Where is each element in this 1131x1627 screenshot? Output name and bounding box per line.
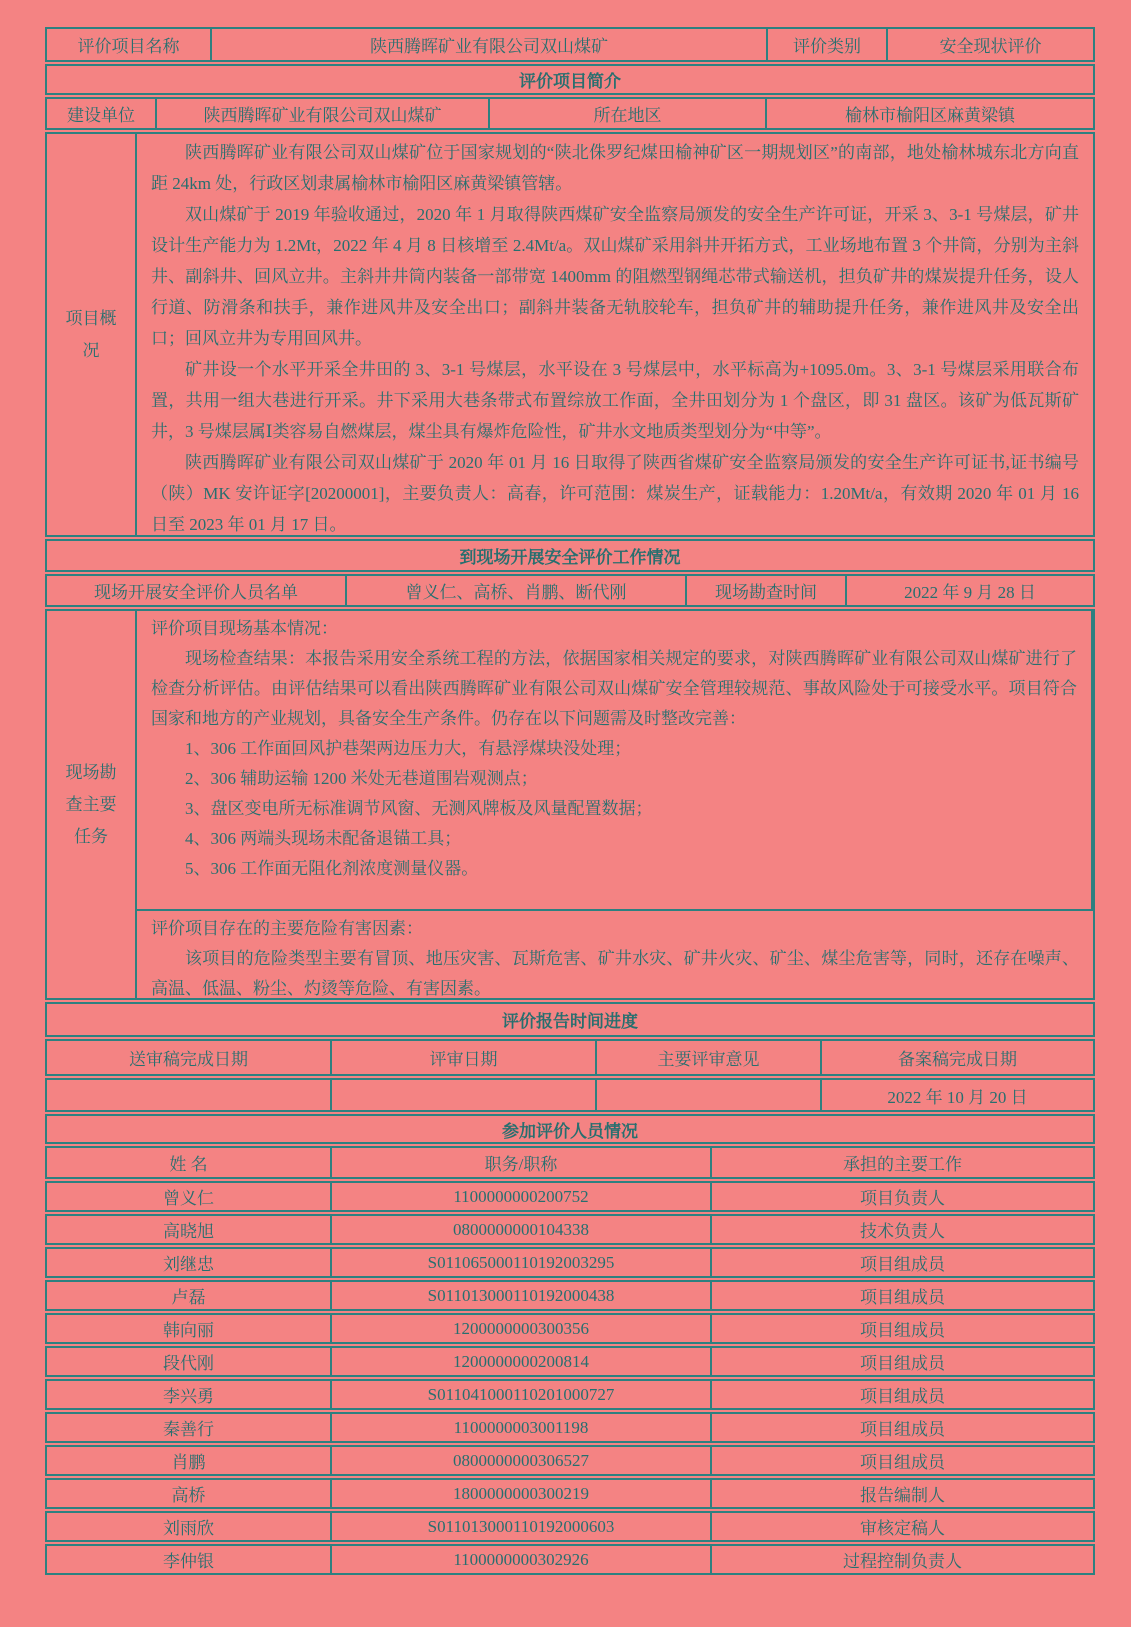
participant-name: 高桥 <box>47 1480 332 1507</box>
header-row <box>45 27 1095 62</box>
participant-name: 肖鹏 <box>47 1447 332 1474</box>
issue-item: 1、306 工作面回风护巷架两边压力大，有悬浮煤块没处理； <box>185 739 632 758</box>
overview-paragraph: 双山煤矿于 2019 年验收通过，2020 年 1 月取得陕西煤矿安全监察局颁发的安全生产许可证，开采 3、3-1 号煤层，矿井设计生产能力为 1.2Mt，2022 年 4 月 8 日核增至 2.4Mt/a。双山煤矿采用斜井开拓方式，工业场地布置 3 个井筒，分别为主斜井、副斜井、回风立井。主斜井井筒内装备一部带宽 1400mm 的阻燃型钢绳芯带式输送机，担负矿井的煤炭提升任务，设人行道、防滑条和扶手，兼作进风井及安全出口；副斜井装备无轨胶轮车，担负矿井的辅助提升任务，兼作进风井及安全出口；回风立井为专用回风井。 <box>151 205 1079 348</box>
hazards-paragraph: 该项目的危险类型主要有冒顶、地压灾害、瓦斯危害、矿井水灾、矿井火灾、矿尘、煤尘危害等，同时，还存在噪声、高温、低温、粉尘、灼烫等危险、有害因素。 <box>151 949 1079 998</box>
schedule-value <box>332 1080 597 1110</box>
participant-name: 刘继忠 <box>47 1249 332 1276</box>
basic-paragraph: 现场检查结果：本报告采用安全系统工程的方法，依据国家相关规定的要求，对陕西腾晖矿业有限公司双山煤矿进行了检查分析评估。由评估结果可以看出陕西腾晖矿业有限公司双山煤矿安全管理较规范、事故风险处于可接受水平。项目符合国家和地方的产业规划，具备安全生产条件。仍存在以下问题需及时整改完善： <box>151 649 1077 728</box>
schedule-col-header: 送审稿完成日期 <box>47 1041 332 1074</box>
schedule-col-header: 备案稿完成日期 <box>898 1050 1017 1069</box>
participant-name: 刘雨欣 <box>47 1513 332 1540</box>
participant-name: 卢磊 <box>47 1282 332 1309</box>
schedule-value <box>47 1080 332 1110</box>
issue-item: 5、306 工作面无阻化剂浓度测量仪器。 <box>185 859 479 878</box>
participant-role: 过程控制负责人 <box>843 1552 962 1571</box>
participant-role: 项目组成员 <box>860 1255 945 1274</box>
issue-item: 2、306 辅助运输 1200 米处无巷道围岩观测点； <box>185 769 538 788</box>
participant-role: 审核定稿人 <box>860 1519 945 1538</box>
participant-id: 1800000000300219 <box>332 1480 712 1507</box>
site-work-section-row <box>45 539 1095 572</box>
overview-row <box>45 132 1095 537</box>
table-row <box>45 1379 1095 1410</box>
participant-role: 报告编制人 <box>860 1486 945 1505</box>
participant-id: 1200000000300356 <box>332 1315 712 1342</box>
participant-name: 曾义仁 <box>47 1183 332 1210</box>
table-row <box>45 1181 1095 1212</box>
participant-role: 项目组成员 <box>860 1354 945 1373</box>
category-label: 评价类别 <box>768 29 888 60</box>
table-row <box>45 1346 1095 1377</box>
table-row <box>45 1412 1095 1443</box>
participants-section-title: 参加评价人员情况 <box>502 1121 638 1141</box>
participant-id: 1100000003001198 <box>332 1414 712 1441</box>
participant-role: 项目组成员 <box>860 1420 945 1439</box>
overview-content <box>137 134 1093 535</box>
participant-role: 项目组成员 <box>860 1453 945 1472</box>
survey-task-label-text: 现场勘查主要任务 <box>65 762 117 846</box>
table-row <box>45 1511 1095 1542</box>
staff-label: 现场开展安全评价人员名单 <box>47 576 347 605</box>
participant-role: 项目组成员 <box>860 1288 945 1307</box>
table-row <box>45 1445 1095 1476</box>
hazards-title: 评价项目存在的主要危险有害因素： <box>151 919 423 938</box>
table-row <box>45 1313 1095 1344</box>
overview-label <box>47 134 137 535</box>
evaluation-document <box>45 27 1095 1575</box>
participant-id: 1100000000200752 <box>332 1183 712 1210</box>
overview-label-text: 项目概况 <box>65 308 117 360</box>
intro-section-row <box>45 64 1095 95</box>
schedule-value <box>597 1080 822 1110</box>
participant-id: 0800000000306527 <box>332 1447 712 1474</box>
survey-time-label: 现场勘查时间 <box>687 576 847 605</box>
basic-title: 评价项目现场基本情况： <box>151 619 338 638</box>
participant-id: S011013000110192000438 <box>332 1282 712 1309</box>
participants-col-work: 承担的主要工作 <box>843 1155 962 1174</box>
participants-col-name: 姓 名 <box>47 1148 332 1177</box>
builder-value: 陕西腾晖矿业有限公司双山煤矿 <box>157 99 490 128</box>
participant-role: 项目组成员 <box>860 1387 945 1406</box>
issue-item: 3、盘区变电所无标准调节风窗、无测风牌板及风量配置数据； <box>185 799 653 818</box>
participant-id: 0800000000104338 <box>332 1216 712 1243</box>
participant-name: 秦善行 <box>47 1414 332 1441</box>
issue-item: 4、306 两端头现场未配备退锚工具； <box>185 829 462 848</box>
participant-id: S011041000110201000727 <box>332 1381 712 1408</box>
survey-task-row <box>45 609 1095 1000</box>
schedule-values-row <box>45 1078 1095 1112</box>
schedule-section-title: 评价报告时间进度 <box>502 1012 638 1031</box>
location-label: 所在地区 <box>490 99 767 128</box>
participant-name: 李兴勇 <box>47 1381 332 1408</box>
schedule-section-row <box>45 1002 1095 1037</box>
participant-name: 段代刚 <box>47 1348 332 1375</box>
site-staff-row <box>45 574 1095 607</box>
survey-task-content <box>137 611 1093 998</box>
site-work-section-title: 到现场开展安全评价工作情况 <box>459 548 681 567</box>
schedule-col-header: 主要评审意见 <box>597 1041 822 1074</box>
schedule-value: 2022 年 10 月 20 日 <box>887 1087 1028 1107</box>
participant-role: 项目负责人 <box>860 1189 945 1208</box>
participants-col-title: 职务/职称 <box>332 1148 712 1177</box>
schedule-header-row <box>45 1039 1095 1076</box>
participant-id: 1200000000200814 <box>332 1348 712 1375</box>
overview-paragraph: 陕西腾晖矿业有限公司双山煤矿位于国家规划的“陕北侏罗纪煤田榆神矿区一期规划区”的南部，地处榆林城东北方向直距 24km 处，行政区划隶属榆林市榆阳区麻黄梁镇管辖。 <box>151 143 1079 193</box>
table-row <box>45 1478 1095 1509</box>
table-row <box>45 1280 1095 1311</box>
project-name-value: 陕西腾晖矿业有限公司双山煤矿 <box>212 29 768 60</box>
survey-task-label <box>47 611 137 998</box>
participant-role: 项目组成员 <box>860 1321 945 1340</box>
participant-id: S011065000110192003295 <box>332 1249 712 1276</box>
participant-id: 1100000000302926 <box>332 1546 712 1573</box>
builder-label: 建设单位 <box>47 99 157 128</box>
table-row <box>45 1544 1095 1575</box>
table-row <box>45 1247 1095 1278</box>
site-basic-situation <box>137 611 1093 911</box>
intro-section-title: 评价项目简介 <box>519 72 621 91</box>
participant-name: 韩向丽 <box>47 1315 332 1342</box>
category-value: 安全现状评价 <box>939 37 1042 56</box>
builder-row <box>45 97 1095 130</box>
overview-paragraph: 陕西腾晖矿业有限公司双山煤矿于 2020 年 01 月 16 日取得了陕西省煤矿安全监察局颁发的安全生产许可证书,证书编号（陕）MK 安许证字[20200001]，主要负责人：高春，许可范围：煤炭生产，证载能力：1.20Mt/a，有效期 2020 年 01 月 16 日至 2023 年 01 月 17 日。 <box>151 453 1079 534</box>
location-value: 榆林市榆阳区麻黄梁镇 <box>845 106 1015 125</box>
survey-time-value: 2022 年 9 月 28 日 <box>904 583 1036 602</box>
overview-paragraph: 矿井设一个水平开采全井田的 3、3-1 号煤层，水平设在 3 号煤层中，水平标高为+1095.0m。3、3-1 号煤层采用联合布置，共用一组大巷进行开采。井下采用大巷条带式布置综放工作面，全井田划分为 1 个盘区，即 31 盘区。该矿为低瓦斯矿井，3 号煤层属Ⅰ类容易自燃煤层，煤尘具有爆炸危险性，矿井水文地质类型划分为“中等”。 <box>151 360 1079 441</box>
project-name-label: 评价项目名称 <box>47 29 212 60</box>
participants-header-row <box>45 1146 1095 1179</box>
staff-value: 曾义仁、高桥、肖鹏、断代刚 <box>347 576 687 605</box>
participants-section-row <box>45 1114 1095 1144</box>
participant-name: 高晓旭 <box>47 1216 332 1243</box>
schedule-col-header: 评审日期 <box>332 1041 597 1074</box>
participant-id: S011013000110192000603 <box>332 1513 712 1540</box>
participant-role: 技术负责人 <box>860 1222 945 1241</box>
table-row <box>45 1214 1095 1245</box>
participant-name: 李仲银 <box>47 1546 332 1573</box>
hazard-factors <box>137 911 1093 998</box>
